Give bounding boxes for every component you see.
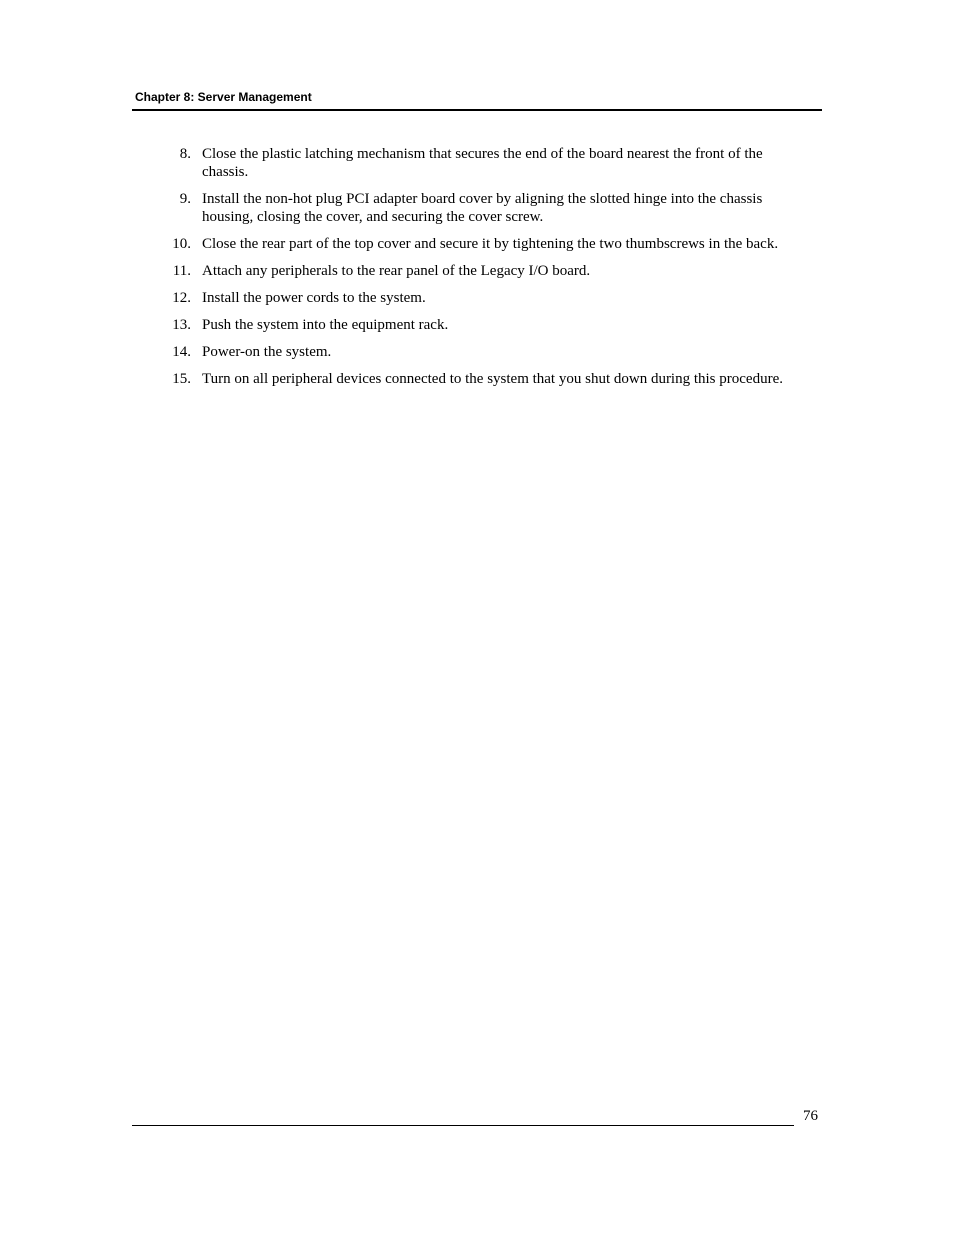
step-number: 11. [172, 263, 191, 279]
step-text: Close the plastic latching mechanism that secures the end of the board nearest the front of the chassis. [202, 146, 763, 180]
list-item [168, 262, 793, 280]
page-number: 76 [803, 1108, 818, 1124]
step-number: 9. [179, 191, 191, 207]
chapter-title: Chapter 8: Server Management [135, 90, 312, 104]
step-text: Close the rear part of the top cover and secure it by tightening the two thumbscrews in the back. [202, 236, 779, 252]
list-item [168, 343, 793, 361]
step-number: 12. [172, 290, 191, 306]
step-text: Power-on the system. [202, 344, 332, 360]
footer-rule [132, 1125, 794, 1126]
step-text: Install the non-hot plug PCI adapter board cover by aligning the slotted hinge into the chassis housing, closing the cover, and securing the cover screw. [202, 191, 763, 225]
step-number: 10. [172, 236, 191, 252]
step-text: Push the system into the equipment rack. [202, 317, 449, 333]
procedure-steps-list [168, 145, 793, 397]
step-text: Install the power cords to the system. [202, 290, 426, 306]
list-item [168, 145, 793, 181]
page-header [132, 89, 822, 111]
list-item [168, 289, 793, 307]
list-item [168, 370, 793, 388]
list-item [168, 316, 793, 334]
step-number: 8. [179, 146, 191, 162]
step-text: Attach any peripherals to the rear panel of the Legacy I/O board. [202, 263, 591, 279]
step-number: 15. [172, 371, 191, 387]
list-item [168, 190, 793, 226]
step-text: Turn on all peripheral devices connected to the system that you shut down during this procedure. [202, 371, 783, 387]
step-number: 14. [172, 344, 191, 360]
step-number: 13. [172, 317, 191, 333]
list-item [168, 235, 793, 253]
